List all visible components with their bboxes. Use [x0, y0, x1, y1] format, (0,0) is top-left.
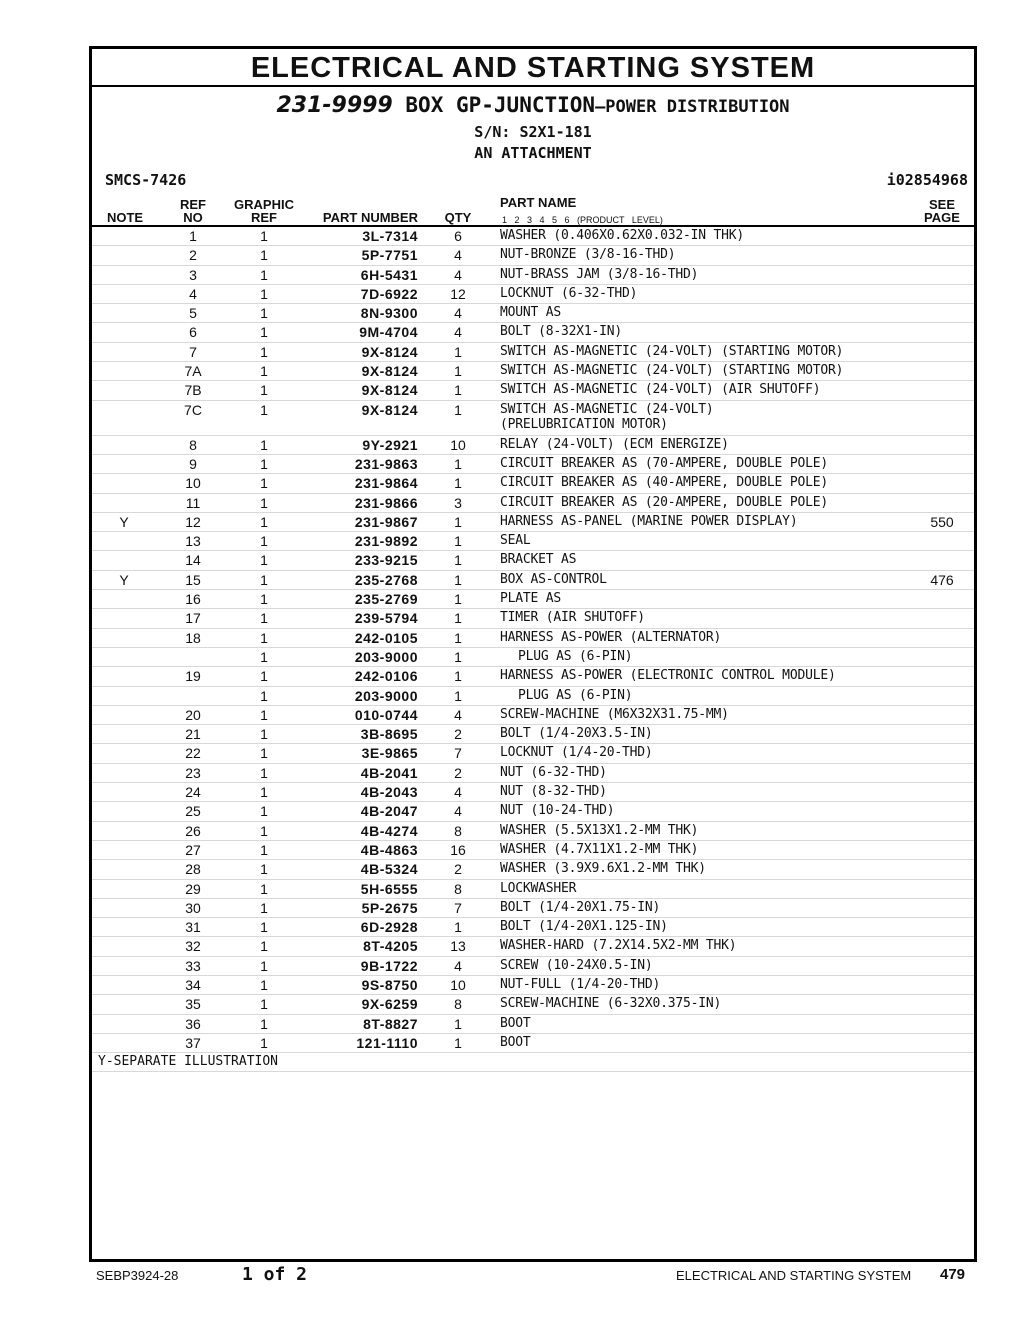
part-name-cell: HARNESS AS-POWER (ALTERNATOR) — [500, 629, 722, 645]
page-number: 479 — [940, 1266, 966, 1283]
qty-cell: 10 — [450, 436, 466, 453]
page-title: ELECTRICAL AND STARTING SYSTEM — [250, 52, 816, 84]
table-row — [92, 571, 974, 590]
qty-cell: 1 — [454, 919, 462, 936]
part-name-cell: TIMER (AIR SHUTOFF) — [500, 610, 645, 626]
part-number-cell: 203-9000 — [354, 648, 418, 665]
part-name-cell: SWITCH AS-MAGNETIC (24-VOLT) (STARTING MOTOR) — [500, 343, 844, 359]
table-row — [92, 880, 974, 899]
ref-cell: 8 — [189, 436, 197, 453]
ref-cell: 23 — [185, 764, 201, 781]
graphic-ref-cell: 1 — [260, 363, 268, 380]
part-number-cell: 4B-2041 — [360, 764, 418, 781]
col-see-top: SEE — [928, 197, 955, 212]
graphic-ref-cell: 1 — [260, 629, 268, 646]
qty-cell: 10 — [450, 976, 466, 993]
graphic-ref-cell: 1 — [260, 436, 268, 453]
graphic-ref-cell: 1 — [260, 285, 268, 302]
footer-section: ELECTRICAL AND STARTING SYSTEM — [676, 1268, 912, 1283]
part-name-cell: WASHER (0.406X0.62X0.032-IN THK) — [500, 228, 745, 243]
table-row — [92, 551, 974, 570]
graphic-ref-cell: 1 — [260, 455, 268, 472]
col-part-number: PART NUMBER — [322, 210, 418, 225]
qty-cell: 1 — [454, 513, 462, 530]
part-number-cell: 5P-7751 — [361, 247, 418, 264]
table-row — [92, 629, 974, 648]
ref-cell: 36 — [185, 1015, 201, 1032]
part-name-cell: SWITCH AS-MAGNETIC (24-VOLT) — [500, 401, 714, 417]
page-frame — [89, 46, 977, 1262]
part-name-cell: WASHER (5.5X13X1.2-MM THK) — [500, 822, 699, 838]
ref-cell: 15 — [185, 571, 201, 588]
part-number-cell: 203-9000 — [354, 687, 418, 704]
graphic-ref-cell: 1 — [260, 1015, 268, 1032]
part-number-cell: 6H-5431 — [360, 266, 418, 283]
qty-cell: 1 — [454, 343, 462, 360]
graphic-ref-cell: 1 — [260, 880, 268, 897]
table-row — [92, 667, 974, 686]
ref-cell: 28 — [185, 861, 201, 878]
graphic-ref-cell: 1 — [260, 976, 268, 993]
part-number-cell: 4B-2043 — [360, 784, 418, 801]
graphic-ref-cell: 1 — [260, 803, 268, 820]
ref-cell: 7 — [189, 343, 197, 360]
col-see-bottom: PAGE — [924, 210, 960, 225]
ref-cell: 22 — [185, 745, 201, 762]
qty-cell: 4 — [454, 305, 462, 322]
part-number-cell: 242-0106 — [354, 668, 418, 685]
qty-cell: 13 — [450, 938, 466, 955]
page-of-label: 1 of 2 — [242, 1264, 308, 1285]
ref-cell: 35 — [185, 996, 201, 1013]
table-row — [92, 474, 974, 493]
ref-cell: 18 — [185, 629, 201, 646]
graphic-ref-cell: 1 — [260, 784, 268, 801]
qty-cell: 2 — [454, 726, 462, 743]
part-name-cell: NUT-BRASS JAM (3/8-16-THD) — [500, 266, 699, 282]
table-row — [92, 381, 974, 400]
group-number: 231-9999 — [276, 93, 393, 118]
part-name-cell: CIRCUIT BREAKER AS (40-AMPERE, DOUBLE POLE) — [500, 475, 828, 491]
part-name-cell: BOOT — [500, 1015, 531, 1031]
graphic-ref-cell: 1 — [260, 764, 268, 781]
ref-cell: 21 — [185, 726, 201, 743]
table-row — [92, 285, 974, 304]
footnote: Y-SEPARATE ILLUSTRATION — [92, 1053, 974, 1072]
graphic-ref-cell: 1 — [260, 382, 268, 399]
graphic-ref-cell: 1 — [260, 266, 268, 283]
part-number-cell: 231-9864 — [354, 475, 418, 492]
part-number-cell: 3B-8695 — [360, 726, 418, 743]
part-number-cell: 9B-1722 — [360, 957, 418, 974]
table-row — [92, 590, 974, 609]
document-id: SEBP3924-28 — [96, 1268, 179, 1283]
table-row — [92, 532, 974, 551]
part-number-cell: 239-5794 — [354, 610, 418, 627]
table-row — [92, 513, 974, 532]
table-row — [92, 227, 974, 246]
qty-cell: 1 — [454, 571, 462, 588]
qty-cell: 4 — [454, 324, 462, 341]
part-number-cell: 3L-7314 — [362, 228, 418, 244]
graphic-ref-cell: 1 — [260, 899, 268, 916]
ref-cell: 20 — [185, 706, 201, 723]
col-qty: QTY — [444, 210, 472, 225]
table-row — [92, 802, 974, 821]
table-row — [92, 725, 974, 744]
part-number-cell: 9X-8124 — [361, 382, 418, 399]
graphic-ref-cell: 1 — [260, 668, 268, 685]
table-row — [92, 687, 974, 706]
qty-cell: 1 — [454, 552, 462, 569]
part-name-cell: BOX AS-CONTROL — [500, 571, 607, 587]
graphic-ref-cell: 1 — [260, 324, 268, 341]
table-row — [92, 744, 974, 763]
graphic-ref-cell: 1 — [260, 861, 268, 878]
ref-cell: 37 — [185, 1034, 201, 1051]
part-name-cell: MOUNT AS — [500, 305, 562, 321]
qty-cell: 7 — [454, 745, 462, 762]
table-row — [92, 362, 974, 381]
graphic-ref-cell: 1 — [260, 228, 268, 244]
part-name-cell: SCREW (10-24X0.5-IN) — [500, 957, 653, 973]
ref-cell: 12 — [185, 513, 201, 530]
qty-cell: 4 — [454, 957, 462, 974]
table-row — [92, 860, 974, 879]
qty-cell: 4 — [454, 706, 462, 723]
part-name-cell: NUT-BRONZE (3/8-16-THD) — [500, 247, 676, 263]
graphic-ref-cell: 1 — [260, 687, 268, 704]
ref-cell: 17 — [185, 610, 201, 627]
graphic-ref-cell: 1 — [260, 745, 268, 762]
ref-cell: 29 — [185, 880, 201, 897]
graphic-ref-cell: 1 — [260, 726, 268, 743]
part-number-cell: 8T-8827 — [363, 1015, 418, 1032]
graphic-ref-cell: 1 — [260, 571, 268, 588]
part-name-cell: LOCKNUT (6-32-THD) — [500, 285, 638, 301]
part-number-cell: 9X-8124 — [361, 363, 418, 380]
product-levels: 1 2 3 4 5 6 (PRODUCT LEVEL) — [502, 215, 663, 225]
see-page-cell: 550 — [930, 513, 954, 530]
table-row — [92, 899, 974, 918]
table-row — [92, 648, 974, 667]
note-cell: Y — [119, 513, 129, 530]
part-name-continued: (PRELUBRICATION MOTOR) — [500, 416, 668, 432]
graphic-ref-cell: 1 — [260, 591, 268, 608]
table-row — [92, 323, 974, 342]
ref-cell: 27 — [185, 841, 201, 858]
table-row — [92, 266, 974, 285]
qty-cell: 4 — [454, 266, 462, 283]
ref-cell: 31 — [185, 919, 201, 936]
part-name-cell: SCREW-MACHINE (M6X32X31.75-MM) — [500, 706, 729, 722]
part-number-cell: 6D-2928 — [360, 919, 418, 936]
part-number-cell: 235-2768 — [354, 571, 418, 588]
ref-cell: 5 — [189, 305, 197, 322]
part-number-cell: 5H-6555 — [360, 880, 418, 897]
col-ref-bottom: NO — [183, 210, 203, 225]
qty-cell: 2 — [454, 861, 462, 878]
col-graphic-bottom: REF — [251, 210, 277, 225]
qty-cell: 1 — [454, 475, 462, 492]
ref-cell: 1 — [189, 228, 197, 244]
group-name: BOX GP-JUNCTION — [405, 93, 596, 117]
part-number-cell: 231-9867 — [354, 513, 418, 530]
qty-cell: 1 — [454, 455, 462, 472]
part-number-cell: 9X-8124 — [361, 401, 418, 418]
part-name-cell: LOCKWASHER — [500, 880, 577, 896]
qty-cell: 4 — [454, 803, 462, 820]
ref-cell: 10 — [185, 475, 201, 492]
table-row — [92, 343, 974, 362]
qty-cell: 2 — [454, 764, 462, 781]
graphic-ref-cell: 1 — [260, 513, 268, 530]
illustration-id: i02854968 — [886, 171, 968, 189]
qty-cell: 1 — [454, 629, 462, 646]
part-name-cell: BRACKET AS — [500, 552, 577, 568]
table-row — [92, 995, 974, 1014]
table-row — [92, 937, 974, 956]
part-name-cell: BOOT — [500, 1034, 531, 1050]
part-name-cell: RELAY (24-VOLT) (ECM ENERGIZE) — [500, 436, 729, 452]
table-row — [92, 246, 974, 265]
table-row — [92, 841, 974, 860]
part-name-cell: SWITCH AS-MAGNETIC (24-VOLT) (STARTING MOTOR) — [500, 363, 844, 379]
graphic-ref-cell: 1 — [260, 475, 268, 492]
table-row — [92, 783, 974, 802]
qty-cell: 1 — [454, 533, 462, 550]
table-row — [92, 609, 974, 628]
ref-cell: 19 — [185, 668, 201, 685]
table-row — [92, 304, 974, 323]
table-row — [92, 455, 974, 474]
part-number-cell: 9X-6259 — [361, 996, 418, 1013]
see-page-cell: 476 — [930, 571, 954, 588]
part-name-cell: PLATE AS — [500, 591, 562, 607]
part-name-cell: NUT (8-32-THD) — [500, 784, 607, 800]
part-number-cell: 4B-5324 — [360, 861, 418, 878]
group-suffix: —POWER DISTRIBUTION — [595, 97, 790, 117]
ref-cell: 16 — [185, 591, 201, 608]
qty-cell: 8 — [454, 996, 462, 1013]
qty-cell: 16 — [450, 841, 466, 858]
part-name-cell: BOLT (1/4-20X1.75-IN) — [500, 899, 661, 915]
qty-cell: 4 — [454, 784, 462, 801]
ref-cell: 33 — [185, 957, 201, 974]
table-row — [92, 436, 974, 455]
part-name-cell: LOCKNUT (1/4-20-THD) — [500, 745, 653, 761]
table-row — [92, 1015, 974, 1034]
part-number-cell: 242-0105 — [354, 629, 418, 646]
part-name-cell: CIRCUIT BREAKER AS (70-AMPERE, DOUBLE POLE) — [500, 455, 828, 471]
qty-cell: 1 — [454, 363, 462, 380]
ref-cell: 11 — [185, 494, 201, 511]
part-name-cell: WASHER-HARD (7.2X14.5X2-MM THK) — [500, 938, 737, 954]
ref-cell: 32 — [185, 938, 201, 955]
part-number-cell: 8N-9300 — [360, 305, 418, 322]
part-number-cell: 121-1110 — [356, 1034, 418, 1051]
table-row — [92, 918, 974, 937]
part-number-cell: 9M-4704 — [359, 324, 418, 341]
part-name-cell: BOLT (1/4-20X3.5-IN) — [500, 726, 653, 742]
qty-cell: 3 — [454, 494, 462, 511]
qty-cell: 1 — [454, 668, 462, 685]
group-title — [92, 93, 974, 118]
ref-cell: 9 — [189, 455, 197, 472]
graphic-ref-cell: 1 — [260, 401, 268, 418]
part-name-cell: PLUG AS (6-PIN) — [518, 648, 633, 664]
part-name-cell: SWITCH AS-MAGNETIC (24-VOLT) (AIR SHUTOFF) — [500, 382, 821, 398]
ref-cell: 6 — [189, 324, 197, 341]
part-name-cell: HARNESS AS-POWER (ELECTRONIC CONTROL MODULE) — [500, 668, 836, 684]
table-row — [92, 706, 974, 725]
graphic-ref-cell: 1 — [260, 938, 268, 955]
part-number-cell: 7D-6922 — [360, 285, 418, 302]
col-ref-top: REF — [180, 197, 206, 212]
part-number-cell: 233-9215 — [354, 552, 418, 569]
graphic-ref-cell: 1 — [260, 494, 268, 511]
part-name-cell: WASHER (4.7X11X1.2-MM THK) — [500, 841, 699, 857]
qty-cell: 8 — [454, 822, 462, 839]
graphic-ref-cell: 1 — [260, 648, 268, 665]
ref-cell: 4 — [189, 285, 197, 302]
note-cell: Y — [119, 571, 129, 588]
title-band — [92, 49, 974, 87]
qty-cell: 12 — [450, 285, 466, 302]
part-name-cell: NUT (6-32-THD) — [500, 764, 607, 780]
qty-cell: 8 — [454, 880, 462, 897]
table-row — [92, 764, 974, 783]
graphic-ref-cell: 1 — [260, 610, 268, 627]
graphic-ref-cell: 1 — [260, 706, 268, 723]
part-number-cell: 4B-4863 — [360, 841, 418, 858]
qty-cell: 1 — [454, 1015, 462, 1032]
attachment-label: AN ATTACHMENT — [474, 144, 592, 162]
table-row — [92, 822, 974, 841]
qty-cell: 1 — [454, 1034, 462, 1051]
smcs-code: SMCS-7426 — [105, 171, 187, 189]
table-row — [92, 401, 974, 436]
part-name-cell: SCREW-MACHINE (6-32X0.375-IN) — [500, 996, 722, 1012]
graphic-ref-cell: 1 — [260, 822, 268, 839]
graphic-ref-cell: 1 — [260, 552, 268, 569]
qty-cell: 7 — [454, 899, 462, 916]
part-number-cell: 235-2769 — [354, 591, 418, 608]
graphic-ref-cell: 1 — [260, 841, 268, 858]
graphic-ref-cell: 1 — [260, 1034, 268, 1051]
graphic-ref-cell: 1 — [260, 343, 268, 360]
ref-cell: 7A — [184, 363, 202, 380]
part-name-cell: BOLT (1/4-20X1.125-IN) — [500, 919, 668, 935]
graphic-ref-cell: 1 — [260, 919, 268, 936]
parts-table — [92, 227, 974, 1072]
graphic-ref-cell: 1 — [260, 957, 268, 974]
ref-cell: 34 — [185, 976, 201, 993]
part-name-cell: SEAL — [500, 533, 531, 549]
part-number-cell: 231-9892 — [354, 533, 418, 550]
part-name-cell: HARNESS AS-PANEL (MARINE POWER DISPLAY) — [500, 513, 798, 529]
graphic-ref-cell: 1 — [260, 996, 268, 1013]
qty-cell: 1 — [454, 591, 462, 608]
graphic-ref-cell: 1 — [260, 533, 268, 550]
ref-cell: 26 — [185, 822, 201, 839]
qty-cell: 4 — [454, 247, 462, 264]
part-number-cell: 3E-9865 — [361, 745, 418, 762]
part-name-cell: CIRCUIT BREAKER AS (20-AMPERE, DOUBLE POLE) — [500, 494, 828, 510]
graphic-ref-cell: 1 — [260, 305, 268, 322]
part-number-cell: 9S-8750 — [361, 976, 418, 993]
part-name-cell: PLUG AS (6-PIN) — [518, 687, 633, 703]
part-name-cell: WASHER (3.9X9.6X1.2-MM THK) — [500, 861, 706, 877]
part-number-cell: 231-9863 — [354, 455, 418, 472]
qty-cell: 1 — [454, 610, 462, 627]
ref-cell: 14 — [185, 552, 201, 569]
ref-cell: 2 — [189, 247, 197, 264]
qty-cell: 1 — [454, 687, 462, 704]
qty-cell: 6 — [454, 228, 462, 244]
part-number-cell: 9Y-2921 — [362, 436, 418, 453]
ref-cell: 7C — [184, 401, 202, 418]
part-number-cell: 5P-2675 — [361, 899, 418, 916]
part-name-cell: NUT (10-24-THD) — [500, 803, 615, 819]
qty-cell: 1 — [454, 401, 462, 418]
part-name-cell: BOLT (8-32X1-IN) — [500, 324, 623, 340]
ref-cell: 24 — [185, 784, 201, 801]
part-number-cell: 4B-2047 — [360, 803, 418, 820]
part-number-cell: 010-0744 — [354, 706, 418, 723]
qty-cell: 1 — [454, 648, 462, 665]
ref-cell: 13 — [185, 533, 201, 550]
qty-cell: 1 — [454, 382, 462, 399]
ref-cell: 7B — [184, 382, 202, 399]
ref-cell: 25 — [185, 803, 201, 820]
serial-number: S/N: S2X1-181 — [474, 123, 592, 141]
table-row — [92, 976, 974, 995]
part-number-cell: 8T-4205 — [363, 938, 418, 955]
col-graphic-top: GRAPHIC — [234, 197, 294, 212]
ref-cell: 30 — [185, 899, 201, 916]
table-row — [92, 957, 974, 976]
part-number-cell: 9X-8124 — [361, 343, 418, 360]
col-note: NOTE — [106, 210, 144, 225]
part-number-cell: 4B-4274 — [360, 822, 418, 839]
col-part-name: PART NAME — [500, 195, 577, 210]
ref-cell: 3 — [189, 266, 197, 283]
part-number-cell: 231-9866 — [354, 494, 418, 511]
part-name-cell: NUT-FULL (1/4-20-THD) — [500, 976, 661, 992]
graphic-ref-cell: 1 — [260, 247, 268, 264]
table-row — [92, 494, 974, 513]
table-row — [92, 1034, 974, 1053]
